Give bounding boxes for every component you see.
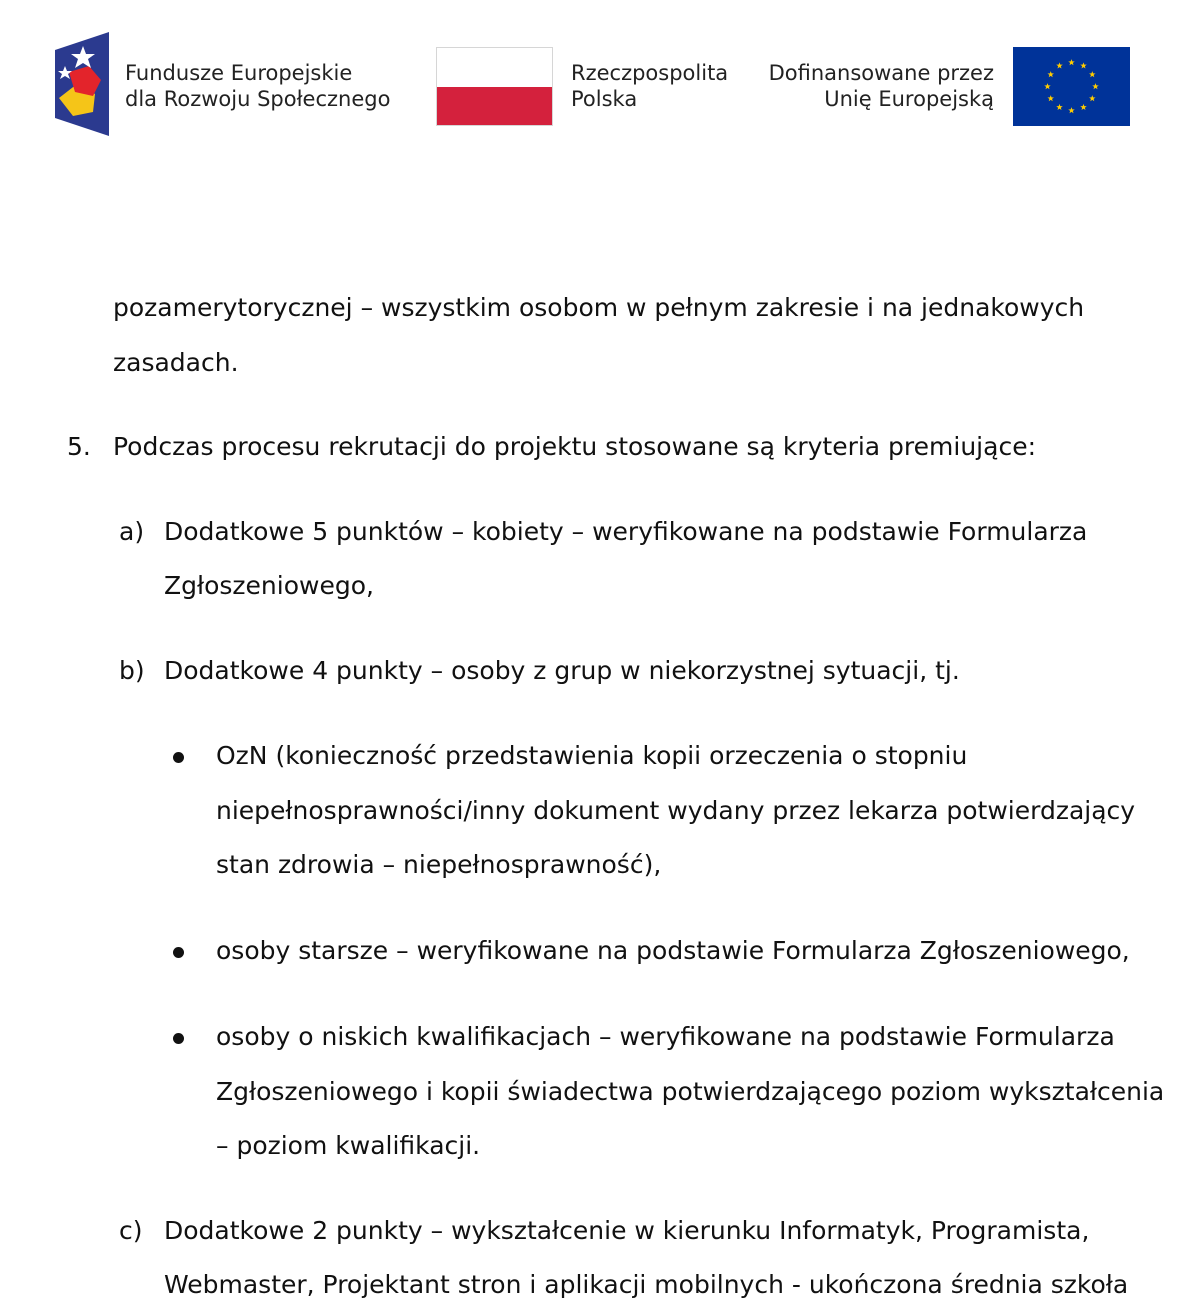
logo-header — [0, 0, 1200, 150]
item-a-line-1: Dodatkowe 5 punktów – kobiety – weryfikowane na podstawie Formularza — [164, 517, 1088, 546]
item-5-text: Podczas procesu rekrutacji do projektu stosowane są kryteria premiujące: — [113, 432, 1036, 461]
bullet-1-line-3: stan zdrowia – niepełnosprawność), — [216, 850, 662, 879]
eu-line-1: Dofinansowane przez — [768, 61, 994, 85]
item-a-line-2: Zgłoszeniowego, — [164, 571, 374, 600]
rp-line-1: Rzeczpospolita — [571, 61, 729, 85]
bullet-3-line-2: Zgłoszeniowego i kopii świadectwa potwierdzającego poziom wykształcenia — [216, 1077, 1165, 1106]
bullet-2-icon — [173, 947, 184, 958]
polish-flag-icon — [436, 47, 553, 126]
item-b-line-1: Dodatkowe 4 punkty – osoby z grup w niekorzystnej sytuacji, tj. — [164, 656, 960, 685]
item-b-marker: b) — [119, 656, 145, 685]
eu-line-2: Unię Europejską — [824, 87, 994, 111]
bullet-1-line-2: niepełnosprawności/inny dokument wydany przez lekarza potwierdzający — [216, 796, 1136, 825]
item-c-marker: c) — [119, 1216, 143, 1245]
eu-cofinanced-text — [769, 60, 994, 112]
intro-line-2: zasadach. — [113, 348, 239, 377]
bullet-3-line-3: – poziom kwalifikacji. — [216, 1131, 481, 1160]
eu-flag-icon — [1013, 47, 1130, 126]
fe-line-1: Fundusze Europejskie — [125, 61, 353, 85]
fundusze-europejskie-text — [125, 60, 390, 112]
item-a-marker: a) — [119, 517, 145, 546]
bullet-1-line-1: OzN (konieczność przedstawienia kopii orzeczenia o stopniu — [216, 741, 968, 770]
rp-line-2: Polska — [571, 87, 638, 111]
rzeczpospolita-text — [571, 60, 728, 112]
bullet-3-line-1: osoby o niskich kwalifikacjach – weryfikowane na podstawie Formularza — [216, 1022, 1115, 1051]
fe-line-2: dla Rozwoju Społecznego — [125, 87, 391, 111]
item-5-number: 5. — [67, 432, 91, 461]
bullet-2-line-1: osoby starsze – weryfikowane na podstawie Formularza Zgłoszeniowego, — [216, 936, 1130, 965]
intro-line-1: pozamerytorycznej – wszystkim osobom w pełnym zakresie i na jednakowych — [113, 293, 1085, 322]
bullet-1-icon — [173, 752, 184, 763]
fundusze-europejskie-logo-icon — [55, 32, 109, 136]
item-c-line-2: Webmaster, Projektant stron i aplikacji mobilnych - ukończona średnia szkoła — [164, 1270, 1129, 1299]
bullet-3-icon — [173, 1033, 184, 1044]
item-c-line-1: Dodatkowe 2 punkty – wykształcenie w kierunku Informatyk, Programista, — [164, 1216, 1090, 1245]
